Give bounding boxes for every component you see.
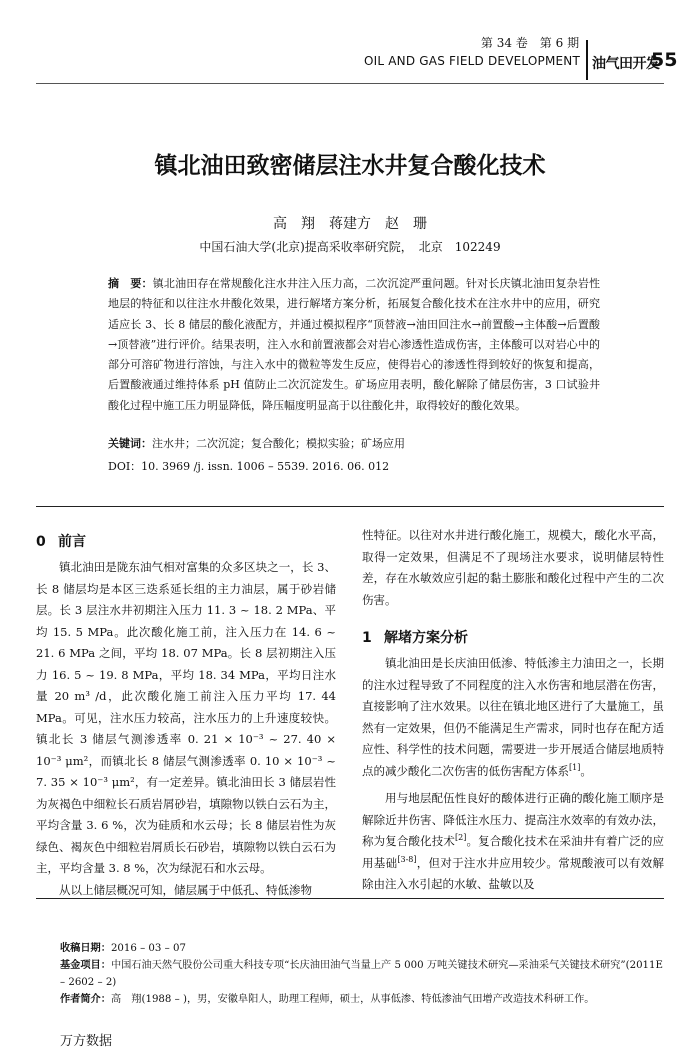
author-label: 作者简介： — [60, 994, 111, 1005]
authors: 高 翔 蒋建方 赵 珊 — [273, 216, 427, 232]
paragraph — [362, 653, 664, 782]
header-separator — [586, 40, 588, 80]
author-value: 高 翔(1988 – )，男，安徽阜阳人，助理工程师，硕士，从事低渗、特低渗油气田增产改造技术科研工作。 — [110, 994, 595, 1005]
section-title: 解堵方案分析 — [384, 630, 468, 646]
received-label: 收稿日期： — [60, 943, 111, 954]
journal-name-en: OIL AND GAS FIELD DEVELOPMENT — [363, 54, 580, 68]
volume-issue: 第 34 卷 第 6 期 — [480, 36, 580, 50]
received-value: 2016 – 03 – 07 — [110, 943, 186, 954]
section-title: 前言 — [58, 534, 86, 550]
affiliation: 中国石油大学(北京)提高采收率研究院， 北京 102249 — [199, 240, 501, 254]
citation: [3-8] — [397, 854, 417, 864]
left-column — [36, 531, 336, 901]
fund-info — [60, 957, 664, 991]
abstract-rule — [36, 506, 664, 507]
author-bio — [60, 991, 664, 1008]
fund-label: 基金项目： — [60, 960, 111, 971]
paragraph-text: ，但对于注水井应用较少。常规酸液可以有效解除由注入水引起的水敏、盐敏以及 — [362, 855, 664, 891]
citation: [1] — [569, 762, 581, 772]
paragraph-text: 用与地层配伍性良好的酸体进行正确的酸化施工顺序是解除近井伤害、降低注水压力、提高注水效率的有效办法，称为复合酸化技术 — [362, 791, 664, 848]
keywords-label: 关键词： — [108, 437, 152, 450]
journal-logo-cn: 油气田开发 — [592, 56, 660, 72]
paragraph: 镇北油田是陇东油气相对富集的众多区块之一，长 3、长 8 储层均是本区三迭系延长组的主力油层，属于砂岩储层。长 3 层注水井初期注入压力 11. 3 ~ 18. 2 MPa、平均 15. 5 MPa。此次酸化施工前，注入压力在 14. 6 ~ 21. 6 MPa 之间，平均 18. 07 MPa。长 8 层初期注入压力 16. 5 ~ 19. 8 MPa，平均 18. 34 MPa，平均日注水量 20 m³ /d，此次酸化施工前注入压力平均 17. 44 MPa。可见，注水压力较高，注水压力的上升速度较快。镇北长 3 储层气测渗透率 0. 21 × 10⁻³ ~ 27. 40 × 10⁻³ μm²，而镇北长 8 储层气测渗透率 0. 10 × 10⁻³ ~ 7. 35 × 10⁻³ μm²，有一定差异。镇北油田长 3 储层岩性为灰褐色中细粒长石质岩屑砂岩，填隙物以铁白云石为主，平均含量 3. 6 %，次为硅质和水云母；长 8 储层岩性为灰绿色、褐灰色中细粒岩屑质长石砂岩，填隙物以铁白云石为主，平均含量 3. 8 %，次为绿泥石和水云母。 — [36, 560, 336, 875]
section-heading-intro — [36, 531, 336, 553]
paper-title: 镇北油田致密储层注水井复合酸化技术 — [154, 153, 546, 179]
page-number: 55 — [651, 49, 678, 71]
footnote-rule — [36, 898, 664, 899]
header-rule — [36, 83, 664, 84]
paragraph-continuation: 性特征。以往对水井进行酸化施工，规模大，酸化水平高，取得一定效果，但满足不了现场注水要求，说明储层特性差，存在水敏效应引起的黏土膨胀和酸化过程中产生的二次伤害。 — [362, 528, 664, 607]
paragraph-text: 。 — [580, 763, 592, 778]
abstract-text: 镇北油田存在常规酸化注水井注入压力高，二次沉淀严重问题。针对长庆镇北油田复杂岩性地层的特征和以往注水井酸化效果，进行解堵方案分析，拓展复合酸化技术在注水井中的应用，研究适应长 3、长 8 储层的酸化液配方，并通过模拟程序“顶替液→油田回注水→前置酸→主体酸→后置酸→顶替液”进行评价。结果表明，注入水和前置液都会对岩心渗透性造成伤害，主体酸可以对岩心中的部分可溶矿物进行溶蚀，与注入水中的微粒等发生反应，使得岩心的渗透性得到较好的恢复和提高，后置酸液通过维持体系 pH 值防止二次沉淀发生。矿场应用表明，酸化解除了储层伤害，3 口试验井酸化过程中施工压力明显降低，降压幅度明显高于以往酸化井，取得较好的酸化效果。 — [108, 277, 601, 412]
footnotes — [60, 940, 664, 1008]
citation: [2] — [455, 833, 467, 843]
keywords — [108, 435, 600, 451]
section-number: 1 — [362, 630, 372, 646]
paragraph — [362, 788, 664, 896]
abstract — [108, 274, 600, 416]
paragraph: 从以上储层概况可知，储层属于中低孔、特低渗物 — [59, 882, 312, 897]
fund-value: 中国石油天然气股份公司重大科技专项“长庆油田油气当量上产 5 000 万吨关键技术研究—采油采气关键技术研究”(2011E – 2602 – 2) — [60, 960, 663, 988]
section-number: 0 — [36, 534, 46, 550]
abstract-label: 摘 要： — [108, 277, 153, 290]
section-heading-analysis — [362, 627, 664, 649]
paragraph-text: 镇北油田是长庆油田低渗、特低渗主力油田之一，长期的注水过程导致了不同程度的注入水伤害和地层潜在伤害，直接影响了注水效果。以往在镇北地区进行了大量施工，虽然有一定效果，但仍不能满足生产需求，同时也存在配方适应性、科学性的技术问题，需要进一步开展适合储层地质特点的减少酸化二次伤害的低伤害配方体系 — [362, 656, 664, 778]
received-date — [60, 940, 664, 957]
doi: DOI：10. 3969 /j. issn. 1006 – 5539. 2016. 06. 012 — [108, 460, 390, 473]
keywords-text: 注水井；二次沉淀；复合酸化；模拟实验；矿场应用 — [152, 437, 405, 450]
right-column — [362, 525, 664, 896]
paragraph-text: 。复合酸化技术在采油井有着广泛的应用基础 — [362, 834, 665, 870]
watermark: 万方数据 — [60, 1034, 113, 1049]
